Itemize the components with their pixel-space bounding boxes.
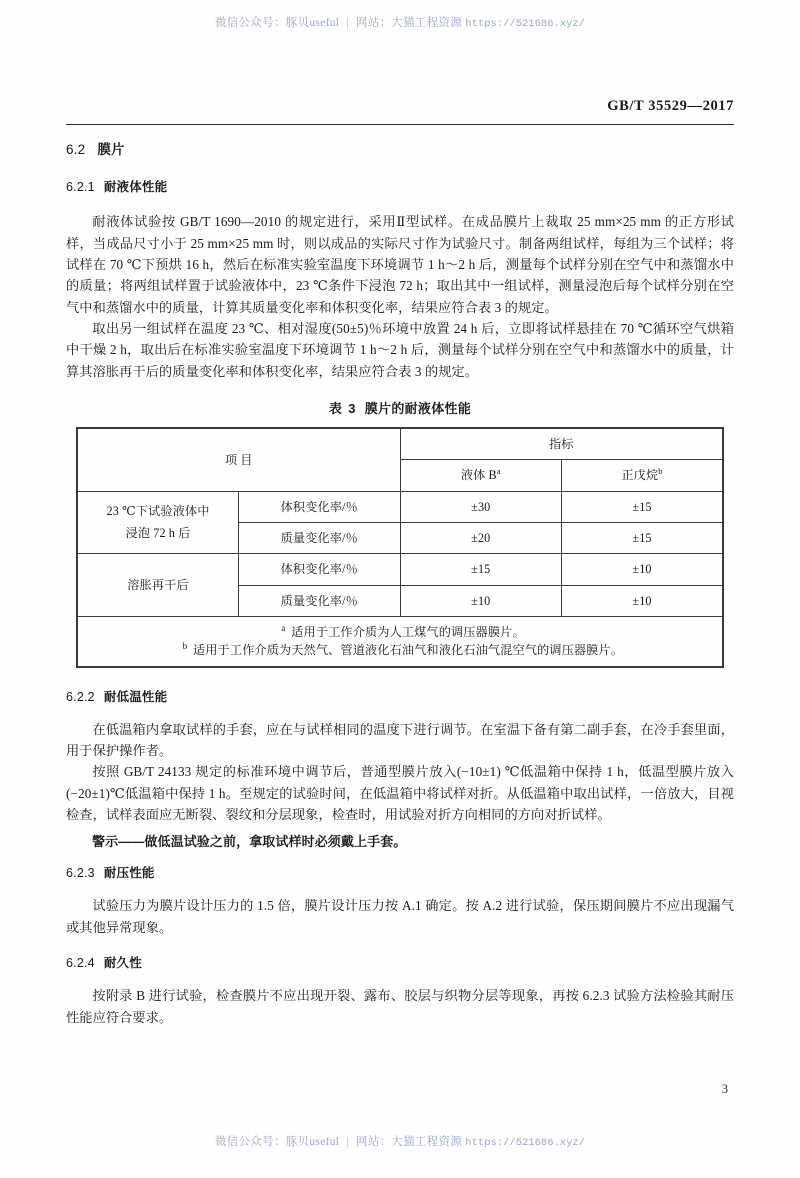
subclause-title: 耐液体性能 — [103, 180, 168, 195]
table-caption-number: 3 — [348, 401, 356, 417]
table-footnote-b: b 适用于工作介质为天然气、管道液化石油气和液化石油气混空气的调压器膜片。 — [182, 641, 624, 658]
subclause-number: 6.2.1 — [66, 180, 95, 195]
table-caption — [66, 398, 734, 417]
table-rowgroup-soak — [77, 491, 239, 554]
watermark-wechat-label: 微信公众号： — [214, 17, 286, 29]
table-rowgroup-soak-line2: 浸泡 72 h 后 — [125, 525, 191, 540]
watermark-bottom — [0, 1133, 800, 1149]
clause-title: 膜片 — [97, 142, 125, 157]
watermark-url: https://521686.xyz/ — [465, 18, 586, 30]
table-cell-item-name: 质量变化率/％ — [239, 523, 401, 554]
paragraph-6-2-2-1: 在低温箱内拿取试样的手套，应在与试样相同的温度下进行调节。在室温下备有第二副手套，在冷手套里面，用于保护操作者。 — [66, 721, 734, 758]
paragraph-6-2-4-1: 按附录 B 进行试验，检查膜片不应出现开裂、露布、胶层与织物分层等现象，再按 6.2.3 试验方法检验其耐压性能应符合要求。 — [66, 988, 734, 1025]
subclause-number: 6.2.3 — [66, 866, 95, 881]
table-cell-pentane: ±10 — [562, 585, 724, 616]
table-header-item: 项 目 — [77, 428, 400, 491]
table-cell-pentane: ±15 — [562, 523, 724, 554]
page-number: 3 — [721, 1082, 728, 1096]
warning-note: 警示——做低温试验之前，拿取试样时必须戴上手套。 — [92, 834, 407, 850]
table-cell-pentane: ±15 — [562, 491, 724, 522]
table-header-index: 指标 — [400, 428, 723, 460]
watermark-top — [0, 14, 800, 30]
subclause-title: 耐低温性能 — [103, 689, 168, 704]
standard-number: GB/T 35529—2017 — [607, 98, 734, 114]
table-header-row-1 — [77, 428, 723, 460]
watermark-site-label: 网站： — [355, 17, 392, 29]
watermark-wechat-name: 豚贝useful — [285, 17, 340, 29]
table-header-pentane — [562, 460, 724, 491]
table-liquid-resistance — [76, 427, 724, 667]
table-header-liquid-b — [400, 460, 562, 491]
paragraph-6-2-1-2: 取出另一组试样在温度 23 ℃、相对湿度(50±5)％环境中放置 24 h 后，立即将试样悬挂在 70 ℃循环空气烘箱中干燥 2 h，取出后在标准实验室温度下环境调节 1 h～2 h 后，测量每个试样分别在空气中和蒸馏水中的质量，计算其溶胀再干后的质量变化率和体积变化率，结果应符合表 3 的规定。 — [66, 321, 734, 379]
subclause-heading-6-2-1 — [66, 180, 734, 195]
subclause-number: 6.2.4 — [66, 956, 95, 971]
subclause-title: 耐久性 — [103, 956, 142, 971]
table-cell-item-name: 质量变化率/％ — [239, 585, 401, 616]
subclause-number: 6.2.2 — [66, 689, 95, 704]
paragraph-6-2-3-1: 试验压力为膜片设计压力的 1.5 倍，膜片设计压力按 A.1 确定。按 A.2 进行试验，保压期间膜片不应出现漏气或其他异常现象。 — [66, 898, 734, 935]
watermark-url: https://521686.xyz/ — [465, 1137, 586, 1149]
subclause-heading-6-2-2 — [66, 690, 734, 705]
table-row — [77, 491, 723, 522]
footnote-text-a: 适用于工作介质为人工煤气的调压器膜片。 — [291, 624, 525, 639]
table-cell-liquid-b: ±30 — [400, 491, 562, 522]
table-cell-item-name: 体积变化率/％ — [239, 554, 401, 585]
table-footnotes-row — [77, 616, 723, 666]
paragraph-6-2-2-2: 按照 GB/T 24133 规定的标准环境中调节后，普通型膜片放入(−10±1) ℃低温箱中保持 1 h，低温型膜片放入(−20±1)℃低温箱中保持 1 h。至规定的试验时间，在低温箱中将试样对折。从低温箱中取出试样，一倍放大，目视检查，试样表面应无断裂、裂纹和分层现象，检查时，用试验对折方向相同的方向对折试样。 — [66, 764, 734, 823]
watermark-site-label: 网站： — [355, 1136, 392, 1148]
table-cell-pentane: ±10 — [562, 554, 724, 585]
watermark-separator: | — [346, 1136, 349, 1148]
document-content — [66, 142, 734, 1028]
table-rowgroup-soak-line1: 23 ℃下试验液体中 — [106, 504, 210, 519]
table-caption-label: 表 — [328, 401, 343, 417]
footnote-ref-a: a — [496, 466, 501, 477]
table-cell-item-name: 体积变化率/％ — [239, 491, 401, 522]
header-divider — [66, 124, 734, 125]
table-footnotes — [77, 616, 723, 666]
subclause-heading-6-2-3 — [66, 866, 734, 881]
paragraph-6-2-1-1: 耐液体试验按 GB/T 1690—2010 的规定进行，采用Ⅱ型试样。在成品膜片上裁取 25 mm×25 mm 的正方形试样，当成品尺寸小于 25 mm×25 mm 时，则以成品的实际尺寸作为试验尺寸。制备两组试样，每组为三个试样；将试样在 70 ℃下预烘 16 h，然后在标准实验室温度下环境调节 1 h～2 h 后，测量每个试样分别在空气中和蒸馏水中的质量；将两组试样置于试验液体中，23 ℃条件下浸泡 72 h；取出其中一组试样，测量浸泡后每个试样分别在空气中和蒸馏水中的质量，计算其质量变化率和体积变化率，结果应符合表 3 的规定。 — [66, 214, 734, 315]
table-rowgroup-swell-dry: 溶胀再干后 — [77, 554, 239, 617]
table-row — [77, 554, 723, 585]
watermark-wechat-name: 豚贝useful — [285, 1136, 340, 1148]
table-header-liquid-b-label: 液体 B — [460, 468, 497, 483]
clause-number: 6.2 — [66, 142, 86, 157]
subclause-heading-6-2-4 — [66, 956, 734, 971]
table-cell-liquid-b: ±15 — [400, 554, 562, 585]
watermark-separator: | — [346, 17, 349, 29]
watermark-wechat-label: 微信公众号： — [214, 1136, 286, 1148]
table-footnote-a: a 适用于工作介质为人工煤气的调压器膜片。 — [281, 622, 525, 639]
clause-heading-6-2 — [66, 142, 734, 158]
table-cell-liquid-b: ±10 — [400, 585, 562, 616]
watermark-site-name: 大猫工程资源 — [391, 17, 463, 29]
watermark-site-name: 大猫工程资源 — [391, 1136, 463, 1148]
subclause-title: 耐压性能 — [103, 866, 155, 881]
table-header-pentane-label: 正戊烷 — [621, 468, 659, 483]
table-caption-title: 膜片的耐液体性能 — [364, 401, 472, 417]
footnote-text-b: 适用于工作介质为天然气、管道液化石油气和液化石油气混空气的调压器膜片。 — [192, 643, 624, 658]
table-cell-liquid-b: ±20 — [400, 523, 562, 554]
footnote-ref-b: b — [658, 466, 663, 477]
